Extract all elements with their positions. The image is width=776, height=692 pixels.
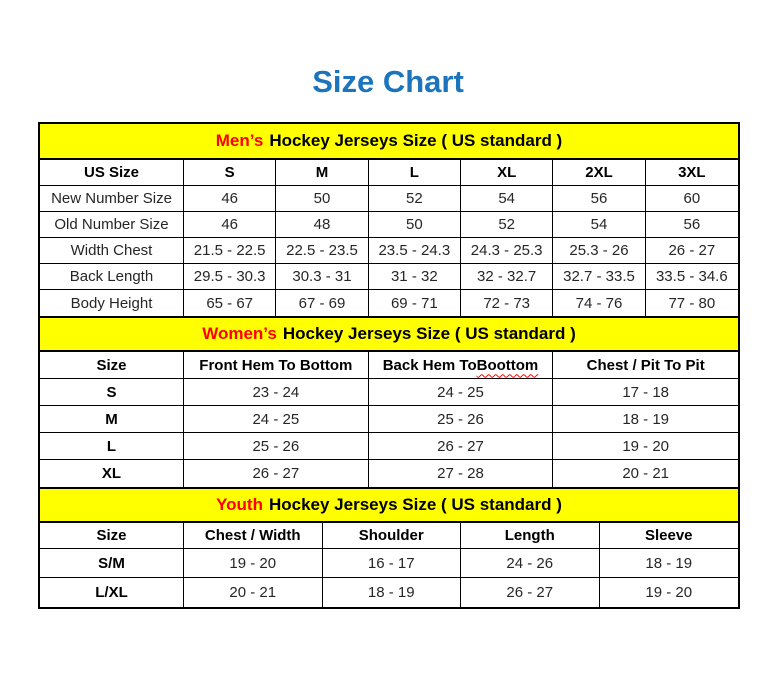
womens-table: [40, 352, 738, 487]
data-cell: 23 - 24: [184, 379, 369, 405]
data-cell: 54: [461, 186, 553, 211]
data-cell: 17 - 18: [622, 383, 670, 401]
mens-label-rest: Hockey Jerseys Size ( US standard ): [269, 131, 563, 150]
table-row: [40, 549, 738, 578]
youth-col-header: Length: [461, 523, 600, 548]
data-cell: 18 - 19: [323, 578, 462, 607]
womens-col-header: Chest / Pit To Pit: [586, 356, 705, 374]
data-cell: 54: [553, 212, 645, 237]
womens-col-header: Size: [40, 352, 184, 378]
data-cell: 21.5 - 22.5: [184, 238, 276, 263]
table-row: [40, 212, 738, 238]
youth-label-rest: Hockey Jerseys Size ( US standard ): [268, 495, 562, 514]
data-cell: 25 - 26: [184, 433, 369, 459]
row-label: Width Chest: [40, 238, 184, 263]
data-cell: 60: [683, 190, 701, 207]
mens-label-red: Men’s: [215, 131, 264, 150]
data-cell: 74 - 76: [553, 290, 645, 316]
row-label: Body Height: [40, 290, 184, 316]
row-label: Back Length: [40, 264, 184, 289]
data-cell: 56: [683, 216, 701, 233]
data-cell: 23.5 - 24.3: [369, 238, 461, 263]
data-cell: 46: [184, 212, 276, 237]
data-cell: 31 - 32: [369, 264, 461, 289]
table-row: [40, 406, 738, 433]
table-row: [40, 460, 738, 487]
table-row: [40, 264, 738, 290]
mens-col-header: S: [184, 160, 276, 185]
youth-col-header: Sleeve: [644, 527, 693, 544]
data-cell: 30.3 - 31: [276, 264, 368, 289]
mens-col-header: 3XL: [678, 164, 706, 181]
data-cell: 25 - 26: [369, 406, 554, 432]
data-cell: 20 - 21: [184, 578, 323, 607]
row-label: L: [40, 433, 184, 459]
data-cell: 19 - 20: [645, 584, 693, 601]
mens-header-row: [40, 160, 738, 186]
data-cell: 18 - 19: [645, 554, 693, 572]
data-cell: 26 - 27: [668, 242, 716, 259]
data-cell: 46: [184, 186, 276, 211]
data-cell: 24 - 25: [369, 379, 554, 405]
mens-col-header: M: [276, 160, 368, 185]
data-cell: 26 - 27: [184, 460, 369, 487]
mens-col-header: US Size: [40, 160, 184, 185]
data-cell: 20 - 21: [622, 465, 670, 482]
row-label: XL: [40, 460, 184, 487]
row-label: M: [40, 406, 184, 432]
data-cell: 65 - 67: [184, 290, 276, 316]
data-cell: 67 - 69: [276, 290, 368, 316]
data-cell: 72 - 73: [461, 290, 553, 316]
row-label: L/XL: [40, 578, 184, 607]
data-cell: 18 - 19: [622, 410, 670, 428]
data-cell: 52: [461, 212, 553, 237]
data-cell: 24.3 - 25.3: [461, 238, 553, 263]
womens-col-header: Front Hem To Bottom: [184, 352, 369, 378]
table-row: [40, 433, 738, 460]
womens-label-red: Women’s: [202, 324, 277, 343]
data-cell: 29.5 - 30.3: [184, 264, 276, 289]
table-row: [40, 238, 738, 264]
youth-table: [40, 523, 738, 607]
data-cell: 25.3 - 26: [553, 238, 645, 263]
table-row: [40, 186, 738, 212]
data-cell: 19 - 20: [184, 549, 323, 577]
youth-col-header: Shoulder: [323, 523, 462, 548]
data-cell: 26 - 27: [369, 433, 554, 459]
back-hem-misspelled-word: Boottom: [476, 356, 539, 374]
womens-col-header-back-hem: [369, 352, 554, 378]
data-cell: 77 - 80: [668, 294, 716, 312]
data-cell: 33.5 - 34.6: [655, 268, 728, 285]
data-cell: 32.7 - 33.5: [553, 264, 645, 289]
mens-col-header: 2XL: [553, 160, 645, 185]
data-cell: 16 - 17: [323, 549, 462, 577]
table-row: [40, 290, 738, 316]
data-cell: 52: [369, 186, 461, 211]
data-cell: 50: [276, 186, 368, 211]
womens-label-rest: Hockey Jerseys Size ( US standard ): [282, 324, 576, 343]
data-cell: 32 - 32.7: [461, 264, 553, 289]
data-cell: 69 - 71: [369, 290, 461, 316]
data-cell: 26 - 27: [461, 578, 600, 607]
page-title: Size Chart: [312, 64, 464, 99]
size-chart-table: [38, 122, 740, 609]
row-label: S/M: [40, 549, 184, 577]
mens-col-header: L: [369, 160, 461, 185]
data-cell: 56: [553, 186, 645, 211]
youth-section-header: [40, 487, 738, 523]
row-label: S: [40, 379, 184, 405]
table-row: [40, 379, 738, 406]
mens-section-header: [40, 124, 738, 160]
youth-header-row: [40, 523, 738, 549]
back-hem-prefix: Back Hem To: [382, 356, 477, 374]
row-label: Old Number Size: [40, 212, 184, 237]
mens-table: [40, 160, 738, 316]
data-cell: 48: [276, 212, 368, 237]
data-cell: 19 - 20: [622, 437, 670, 455]
data-cell: 24 - 25: [184, 406, 369, 432]
womens-header-row: [40, 352, 738, 379]
womens-section-header: [40, 316, 738, 352]
data-cell: 22.5 - 23.5: [276, 238, 368, 263]
data-cell: 24 - 26: [461, 549, 600, 577]
youth-label-red: Youth: [216, 495, 263, 514]
table-row: [40, 578, 738, 607]
row-label: New Number Size: [40, 186, 184, 211]
mens-col-header: XL: [461, 160, 553, 185]
youth-col-header: Chest / Width: [184, 523, 323, 548]
data-cell: 50: [369, 212, 461, 237]
youth-col-header: Size: [40, 523, 184, 548]
data-cell: 27 - 28: [369, 460, 554, 487]
